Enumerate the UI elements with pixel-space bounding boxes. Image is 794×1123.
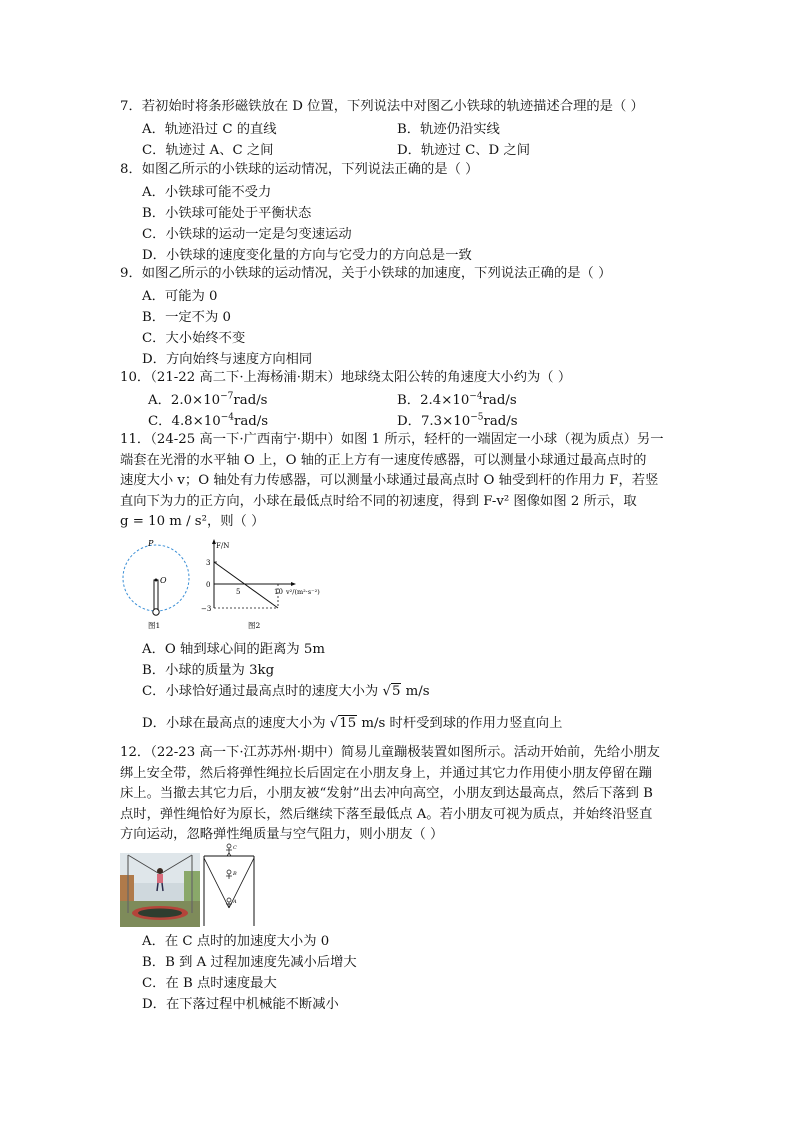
q7-option-d: D．轨迹过 C、D 之间 [397,143,531,158]
q9-option-b: B．一定不为 0 [142,310,231,325]
question-7 [120,97,680,118]
q11-option-b: B．小球的质量为 3kg [142,663,275,678]
question-9 [120,264,680,285]
sqrt-symbol: √5 [382,684,401,699]
q12-photo [120,853,200,927]
q11-option-d-rest: m/s 时杆受到球的作用力竖直向上 [357,716,563,731]
q11-option-d-radicand: 15 [339,716,357,731]
q12-option-a: A．在 C 点时的加速度大小为 0 [142,934,330,949]
q11-figure-2 [198,538,338,632]
q11-option-d-text: D．小球在最高点的速度大小为 [142,716,330,731]
q11-option-a: A．O 轴到球心间的距离为 5m [142,642,325,657]
q12-line-5: 方向运动，忽略弹性绳质量与空气阻力，则小朋友（ ） [120,827,444,842]
q11-line-2: 端套在光滑的水平轴 O 上，O 轴的正上方有一速度传感器，可以测量小球通过最高点时的 [120,452,647,468]
question-11 [120,430,680,533]
q11-option-c [142,680,430,699]
q11-fig2-tick-m3: −3 [201,605,212,613]
q10-option-a-label: A． [148,393,171,408]
q10-option-b-exponent: −4 [469,391,483,402]
q8-option-b: B．小铁球可能处于平衡状态 [142,206,312,221]
q7-option-a: A．轨迹沿过 C 的直线 [142,122,277,137]
q12-option-d: D．在下落过程中机械能不断减小 [142,997,339,1012]
q11-fig1-label-o: O [160,576,167,585]
q10-option-d [397,410,518,429]
q11-option-c-unit: m/s [401,684,430,699]
question-9-stem: 9．如图乙所示的小铁球的运动情况，关于小铁球的加速度，下列说法正确的是（ ） [120,266,612,281]
q11-line-1: 11．（24-25 高一下·广西南宁·期中）如图 1 所示，轻杆的一端固定一小球（视为质点）另一 [120,432,664,447]
q10-option-d-label: D． [397,414,421,429]
q10-option-c-mantissa: 4.8×10 [171,414,221,429]
q8-option-a: A．小铁球可能不受力 [142,185,272,200]
q11-fig1-caption: 图1 [148,621,161,630]
q10-option-c-exponent: −4 [220,412,234,423]
q12-option-b: B．B 到 A 过程加速度先减小后增大 [142,955,357,970]
q9-option-a: A．可能为 0 [142,289,218,304]
q11-line-3: 速度大小 v；O 轴处有力传感器，可以测量小球通过最高点时 O 轴受到杆的作用力 F，若竖 [120,473,659,488]
q11-line-5: g = 10 m / s²，则（ ） [120,514,265,529]
q11-fig2-ylabel: F/N [216,542,230,550]
question-7-stem: 7．若初始时将条形磁铁放在 D 位置，下列说法中对图乙小铁球的轨迹描述合理的是（ ） [120,99,644,114]
q12-diagram-label-a: A [233,899,237,905]
q10-option-b-label: B． [397,393,421,408]
q10-option-b-mantissa: 2.4×10 [420,393,470,408]
q12-line-4: 点时，弹性绳恰好为原长，然后继续下落至最低点 A。若小朋友可视为质点，并始终沿竖直 [120,806,653,822]
q10-option-d-unit: rad/s [483,414,518,429]
q11-fig2-caption: 图2 [248,621,261,630]
sqrt-symbol: √15 [329,716,357,731]
q12-line-3: 床上。当撤去其它力后，小朋友被“发射”出去冲向高空，小朋友到达最高点，然后下落到 B [120,786,653,801]
q12-diagram [202,842,258,928]
question-12 [120,743,680,846]
q11-fig1-label-p: P [148,539,154,548]
q11-fig2-tick-3: 3 [206,559,211,567]
q10-option-d-mantissa: 7.3×10 [420,414,471,429]
q12-diagram-label-c: C [233,845,237,851]
q10-option-b-unit: rad/s [482,393,517,408]
q12-line-2: 绑上安全带，然后将弹性绳拉长后固定在小朋友身上，并通过其它力作用使小朋友停留在蹦 [120,765,652,781]
q10-option-a-exponent: −7 [220,391,234,402]
q11-fig2-tick-10: 10 [274,588,283,596]
q11-option-d [142,712,562,731]
q10-option-d-exponent: −5 [470,412,484,423]
q10-option-c [148,410,268,429]
question-10-stem: 10．（21-22 高二下·上海杨浦·期末）地球绕太阳公转的角速度大小约为（ ） [120,370,572,385]
q10-option-c-label: C． [148,414,172,429]
q10-option-c-unit: rad/s [233,414,269,429]
q9-option-d: D．方向始终与速度方向相同 [142,352,313,367]
question-8-stem: 8．如图乙所示的小铁球的运动情况，下列说法正确的是（ ） [120,162,479,177]
q11-figure-1 [118,536,198,632]
q11-fig2-tick-0: 0 [206,581,211,589]
q12-option-c: C．在 B 点时速度最大 [142,976,277,991]
question-10 [120,368,680,389]
q11-line-4: 直向下为力的正方向，小球在最低点时给不同的初速度，得到 F-v² 图像如图 2 所示，取 [120,493,637,509]
q12-diagram-label-b: B [233,871,237,877]
q9-option-c: C．大小始终不变 [142,331,246,346]
q8-option-d: D．小铁球的速度变化量的方向与它受力的方向总是一致 [142,248,472,263]
q11-fig2-xlabel: v²/(m²·s⁻²) [286,588,320,596]
q12-line-1: 12．（22-23 高一下·江苏苏州·期中）简易儿童蹦极装置如图所示。活动开始前，先给小朋友 [120,745,660,760]
q10-option-a-unit: rad/s [233,393,268,408]
q11-option-c-text: C．小球恰好通过最高点时的速度大小为 [142,684,383,699]
q7-option-b: B．轨迹仍沿实线 [397,122,500,137]
question-8 [120,160,680,181]
q11-option-c-radicand: 5 [391,684,401,699]
q8-option-c: C．小铁球的运动一定是匀变速运动 [142,227,352,242]
q10-option-a-mantissa: 2.0×10 [170,393,221,408]
q10-option-b [397,389,517,408]
q11-fig2-tick-5: 5 [236,588,241,596]
q7-option-c: C．轨迹过 A、C 之间 [142,143,274,158]
q10-option-a [148,389,268,408]
